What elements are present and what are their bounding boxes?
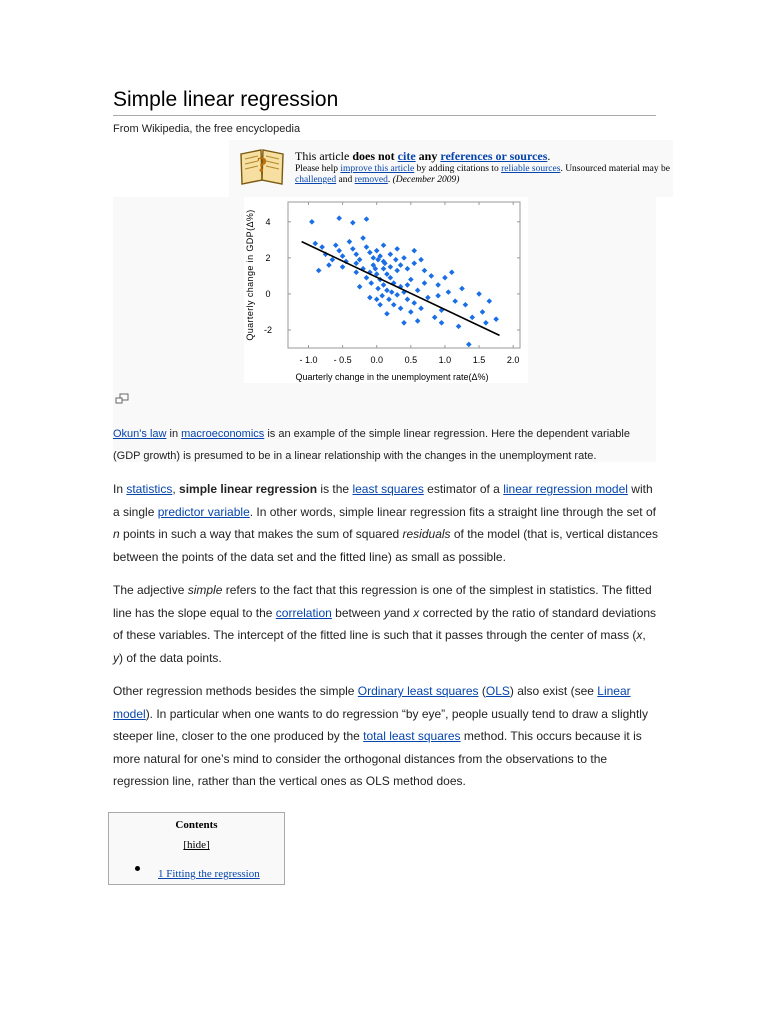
toc-entry-fitting[interactable]: 1 Fitting the regression <box>158 868 260 880</box>
paragraph-text: ). In particular when one wants to do regression “by eye”, people usually tend to draw a slightly steeper line, closer to the one produced by the <box>113 706 648 743</box>
svg-text:?: ? <box>256 152 268 177</box>
x-tick-label: 0.5 <box>404 355 418 365</box>
notice-bold: any <box>415 149 441 163</box>
x-tick-label: - 1.0 <box>299 355 318 365</box>
paragraph-text: ( <box>478 684 486 698</box>
site-tagline: From Wikipedia, the free encyclopedia <box>113 123 301 135</box>
ols-link[interactable]: OLS <box>485 684 510 698</box>
italic-term: n <box>113 527 120 541</box>
notice-text: . <box>547 149 551 163</box>
y-tick-label: 2 <box>265 252 271 263</box>
y-tick-label: 0 <box>265 288 271 299</box>
article-body <box>113 478 658 804</box>
paragraph-text: The adjective <box>113 583 188 597</box>
table-of-contents <box>108 812 285 885</box>
ordinary-least-squares-link[interactable]: Ordinary least squares <box>357 684 479 698</box>
italic-term: y <box>113 650 119 665</box>
notice-text: . <box>387 175 393 185</box>
book-icon <box>237 142 287 186</box>
x-tick-label: - 0.5 <box>333 355 352 365</box>
toc-hide-link[interactable]: [hide] <box>183 839 210 851</box>
italic-term: y <box>383 605 390 620</box>
notice-text: by adding citations to <box>414 164 502 174</box>
notice-date: (December 2009) <box>392 175 460 185</box>
paragraph-text: In <box>113 482 127 496</box>
linear-model-link[interactable]: Linear model <box>113 684 631 721</box>
removed-link[interactable]: removed <box>354 175 388 185</box>
cite-link[interactable]: cite <box>397 149 416 163</box>
x-tick-label: 0.0 <box>370 355 383 365</box>
paragraph-1 <box>113 478 658 568</box>
magnify-clip-icon[interactable] <box>115 393 129 405</box>
paragraph-text: method. This occurs because it is more natural for one’s mind to consider the orthogonal distances from the observations to the regression line, rather than the vertical ones as OLS method does. <box>113 729 642 788</box>
improve-article-link[interactable]: improve this article <box>340 164 415 174</box>
x-tick-label: 1.5 <box>472 355 486 365</box>
italic-term: x <box>636 628 643 642</box>
notice-text: This article <box>295 149 353 163</box>
total-least-squares-link[interactable]: total least squares <box>363 729 461 743</box>
paragraph-2 <box>113 579 658 669</box>
y-tick-label: 4 <box>265 216 271 227</box>
paragraph-text: and <box>389 605 414 620</box>
toc-title: Contents <box>175 819 218 831</box>
paragraph-text: . In other words, simple linear regression fits a straight line through the set of <box>249 504 656 519</box>
term-bold: simple linear regression <box>179 482 318 496</box>
notice-text: . Unsourced material may be <box>560 164 670 174</box>
paragraph-text: , <box>642 628 646 642</box>
correlation-link[interactable]: correlation <box>275 605 332 620</box>
statistics-link[interactable]: statistics <box>126 482 173 496</box>
caption-text: is an example of the simple linear regression. Here the dependent variable (GDP growth) is presumed to be in a linear relationship with the changes in the unemployment rate. <box>113 428 630 462</box>
toc-hide-toggle[interactable] <box>109 839 284 851</box>
linear-regression-model-link[interactable]: linear regression model <box>503 482 628 496</box>
page-title: Simple linear regression <box>113 88 656 116</box>
paragraph-text: corrected by the ratio of standard deviations of these variables. The intercept of the fitted line is such that it passes through the center of mass ( <box>113 605 657 642</box>
least-squares-link[interactable]: least squares <box>352 482 424 496</box>
y-tick-label: -2 <box>263 324 273 335</box>
paragraph-text: ) of the data points. <box>119 650 222 665</box>
paragraph-text: is the <box>317 482 353 496</box>
y-axis-label: Quarterly change in GDP(Δ%) <box>245 209 255 341</box>
paragraph-text: Other regression methods besides the simple <box>113 684 358 698</box>
okuns-law-link[interactable]: Okun's law <box>113 428 167 440</box>
paragraph-text: with a single <box>113 482 653 519</box>
caption-text: in <box>166 428 182 440</box>
paragraph-text: refers to the fact that this regression is one of the simplest in statistics. The fitted line has the slope equal to the <box>113 583 652 620</box>
paragraph-text: ) also exist (see <box>509 684 598 698</box>
x-axis-label: Quarterly change in the unemployment rate(Δ%) <box>295 372 489 382</box>
notice-text: Please help <box>295 164 341 174</box>
figure-caption <box>113 423 656 467</box>
italic-term: x <box>413 605 420 620</box>
references-link[interactable]: references or sources <box>440 149 548 163</box>
toc-bullet <box>135 866 140 871</box>
paragraph-text: of the model (that is, vertical distances between the points of the data set and the fitted line) as small as possible. <box>113 527 658 564</box>
citation-notice-box <box>229 140 673 197</box>
paragraph-text: between <box>331 605 384 620</box>
notice-text: and <box>336 175 355 185</box>
challenged-link[interactable]: challenged <box>295 175 337 185</box>
paragraph-3 <box>113 680 658 793</box>
paragraph-text: , <box>172 482 180 496</box>
figure-thumbnail <box>113 197 656 462</box>
paragraph-text: points in such a way that makes the sum of squared <box>119 527 403 541</box>
predictor-variable-link[interactable]: predictor variable <box>157 504 250 519</box>
macroeconomics-link[interactable]: macroeconomics <box>181 428 265 440</box>
x-tick-label: 1.0 <box>438 355 452 365</box>
okun-law-chart[interactable] <box>244 197 528 383</box>
italic-term: simple <box>187 583 223 597</box>
notice-bold: does not <box>352 149 398 163</box>
italic-term: residuals <box>402 527 451 541</box>
paragraph-text: estimator of a <box>423 482 504 496</box>
reliable-sources-link[interactable]: reliable sources <box>501 164 561 174</box>
x-tick-label: 2.0 <box>506 355 520 365</box>
